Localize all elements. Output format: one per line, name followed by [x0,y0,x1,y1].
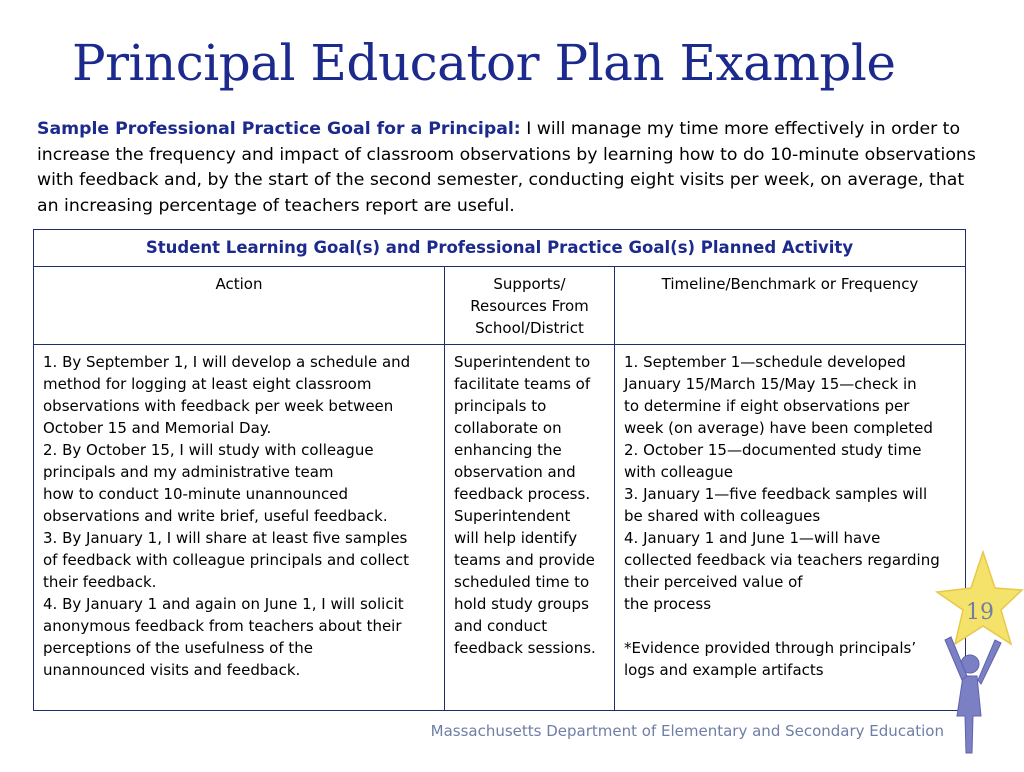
col-header-action: Action [34,267,445,345]
col-header-supports-line: School/District [475,319,584,337]
action-line: principals and my administrative team [43,463,334,481]
action-line: 1. By September 1, I will develop a schedule and [43,353,411,371]
planned-activity-table [33,229,966,711]
action-line: observations with feedback per week between [43,397,394,415]
intro-lead: Sample Professional Practice Goal for a Principal: [37,119,521,139]
supports-line: principals to [454,397,547,415]
action-line: observations and write brief, useful feedback. [43,507,388,525]
timeline-evidence-line: logs and example artifacts [624,661,824,679]
action-line: method for logging at least eight classroom [43,375,372,393]
star-figure-icon [915,548,1024,768]
action-line: their feedback. [43,573,157,591]
action-line: unannounced visits and feedback. [43,661,301,679]
timeline-line: the process [624,595,712,613]
supports-line: observation and [454,463,576,481]
action-line: anonymous feedback from teachers about their [43,617,402,635]
action-cell [34,345,445,711]
action-line: 3. By January 1, I will share at least five samples [43,529,408,547]
action-line: of feedback with colleague principals and collect [43,551,410,569]
action-line: 2. By October 15, I will study with colleague [43,441,374,459]
table-row [34,345,966,711]
timeline-line: with colleague [624,463,734,481]
column-header-row [34,267,966,345]
footer-org: Massachusetts Department of Elementary and Secondary Education [430,722,944,740]
timeline-line: 2. October 15—documented study time [624,441,922,459]
supports-line: collaborate on [454,419,562,437]
supports-line: teams and provide [454,551,595,569]
table-title-row [34,230,966,267]
intro-text: I will manage my time more effectively in order to increase the frequency and impact of classroom observations by learning how to do 10-minute observations with feedback and, by the start of the second semester, conducting eight visits per week, on average, that an increasing percentage of teachers report are useful. [37,119,976,216]
timeline-line: 4. January 1 and June 1—will have [624,529,881,547]
supports-line: scheduled time to [454,573,590,591]
action-line: how to conduct 10-minute unannounced [43,485,348,503]
col-header-timeline: Timeline/Benchmark or Frequency [615,267,966,345]
timeline-line: to determine if eight observations per [624,397,910,415]
supports-line: feedback process. [454,485,591,503]
col-header-supports-line: Resources From [470,297,589,315]
timeline-line: their perceived value of [624,573,803,591]
table-title: Student Learning Goal(s) and Professional Practice Goal(s) Planned Activity [34,230,966,267]
supports-cell [445,345,615,711]
page-number: 19 [966,600,994,625]
timeline-line: 1. September 1—schedule developed [624,353,906,371]
col-header-supports [445,267,615,345]
action-line: 4. By January 1 and again on June 1, I will solicit [43,595,404,613]
supports-line: hold study groups [454,595,589,613]
timeline-line: be shared with colleagues [624,507,821,525]
timeline-cell [615,345,966,711]
timeline-spacer [624,615,956,637]
timeline-line: 3. January 1—five feedback samples will [624,485,928,503]
supports-line: Superintendent to [454,353,591,371]
timeline-evidence-line: *Evidence provided through principals’ [624,639,917,657]
intro-paragraph [37,117,982,219]
supports-line: and conduct [454,617,548,635]
supports-line: will help identify [454,529,578,547]
supports-line: enhancing the [454,441,562,459]
timeline-line: collected feedback via teachers regarding [624,551,940,569]
supports-line: facilitate teams of [454,375,591,393]
col-header-supports-line: Supports/ [493,275,566,293]
slide-title: Principal Educator Plan Example [72,34,896,92]
action-line: perceptions of the usefulness of the [43,639,313,657]
action-line: October 15 and Memorial Day. [43,419,272,437]
timeline-line: week (on average) have been completed [624,419,933,437]
supports-line: feedback sessions. [454,639,596,657]
supports-line: Superintendent [454,507,571,525]
timeline-line: January 15/March 15/May 15—check in [624,375,917,393]
